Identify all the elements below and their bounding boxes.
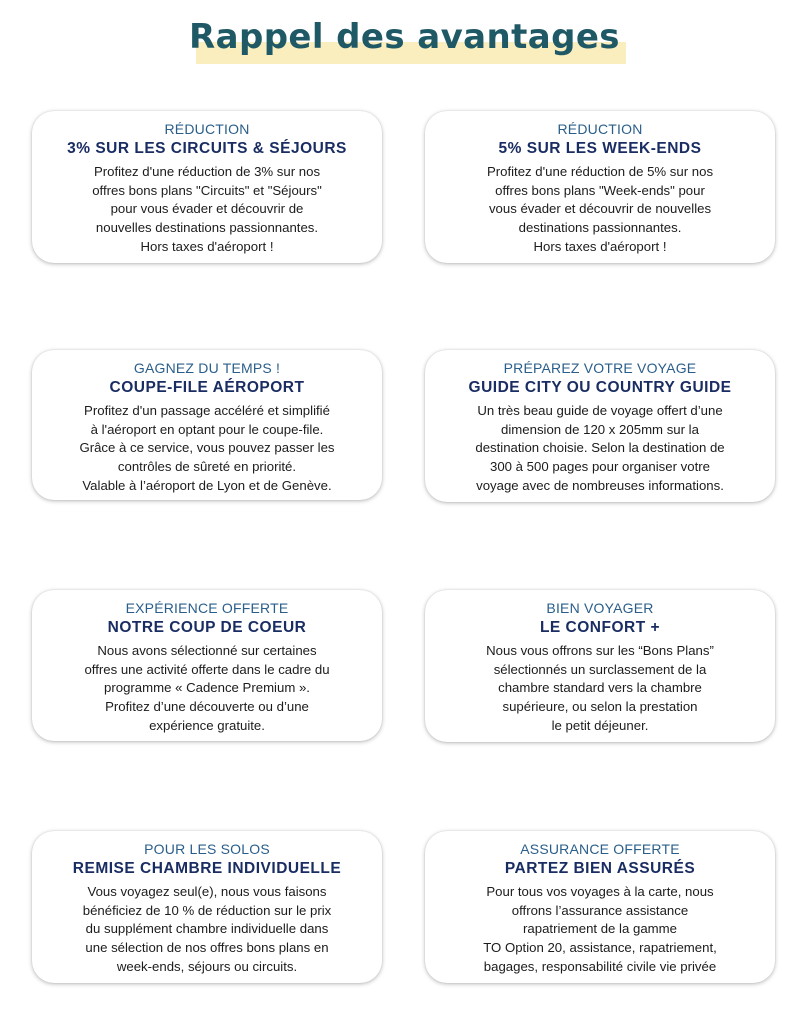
card-body: Pour tous vos voyages à la carte, nous offrons l’assurance assistance rapatriement de la gamme TO Option 20, assistance, rapatriement, bagages, responsabilité civile vie privée <box>483 884 717 974</box>
card-body: Profitez d'un passage accéléré et simplifié à l'aéroport en optant pour le coupe-file. Grâce à ce service, vous pouvez passer les contrôles de sûreté en priorité. Valable à l’aéroport de Lyon et de Genève. <box>79 403 335 493</box>
title-wrap <box>0 14 809 60</box>
card-body: Nous avons sélectionné sur certaines offres une activité offerte dans le cadre du programme « Cadence Premium ». Profitez d’une découverte ou d’une expérience gratuite. <box>84 643 330 733</box>
card-heading: PARTEZ BIEN ASSURÉS <box>504 860 696 877</box>
card-body: Profitez d'une réduction de 3% sur nos offres bons plans "Circuits" et "Séjours" pour vous évader et découvrir de nouvelles destinations passionnantes. Hors taxes d'aéroport ! <box>92 164 322 254</box>
card-body: Nous vous offrons sur les “Bons Plans” sélectionnés un surclassement de la chambre standard vers la chambre supérieure, ou selon la prestation le petit déjeuner. <box>486 643 714 733</box>
card-heading: LE CONFORT + <box>539 619 661 636</box>
card-kicker: BIEN VOYAGER <box>546 600 654 616</box>
card-solos <box>32 831 382 983</box>
card-reduction-weekends <box>425 111 775 263</box>
card-heading: COUPE-FILE AÉROPORT <box>109 379 305 396</box>
card-confort <box>425 590 775 742</box>
card-heading: 3% SUR LES CIRCUITS & SÉJOURS <box>67 140 347 157</box>
card-coupe-file <box>32 350 382 500</box>
page-title: Rappel des avantages <box>189 17 620 57</box>
card-heading: 5% SUR LES WEEK-ENDS <box>498 140 702 157</box>
card-kicker: EXPÉRIENCE OFFERTE <box>125 600 289 616</box>
card-coup-de-coeur <box>32 590 382 741</box>
card-reduction-circuits <box>32 111 382 263</box>
card-kicker: RÉDUCTION <box>557 121 643 137</box>
card-body: Vous voyagez seul(e), nous vous faisons bénéficiez de 10 % de réduction sur le prix du supplément chambre individuelle dans une sélection de nos offres bons plans en week-ends, séjours ou circuits. <box>82 884 332 974</box>
card-heading: GUIDE CITY OU COUNTRY GUIDE <box>468 379 732 396</box>
card-kicker: POUR LES SOLOS <box>144 841 270 857</box>
card-guide <box>425 350 775 502</box>
card-body: Un très beau guide de voyage offert d’une dimension de 120 x 205mm sur la destination choisie. Selon la destination de 300 à 500 pages pour organiser votre voyage avec de nombreuses informations. <box>475 403 725 493</box>
card-kicker: ASSURANCE OFFERTE <box>520 841 680 857</box>
card-assurance <box>425 831 775 983</box>
card-heading: REMISE CHAMBRE INDIVIDUELLE <box>72 860 342 877</box>
card-heading: NOTRE COUP DE COEUR <box>107 619 307 636</box>
card-kicker: PRÉPAREZ VOTRE VOYAGE <box>503 360 697 376</box>
card-kicker: GAGNEZ DU TEMPS ! <box>133 360 281 376</box>
card-kicker: RÉDUCTION <box>164 121 250 137</box>
card-body: Profitez d'une réduction de 5% sur nos offres bons plans "Week-ends" pour vous évader et découvrir de nouvelles destinations passionnantes. Hors taxes d'aéroport ! <box>486 164 714 254</box>
